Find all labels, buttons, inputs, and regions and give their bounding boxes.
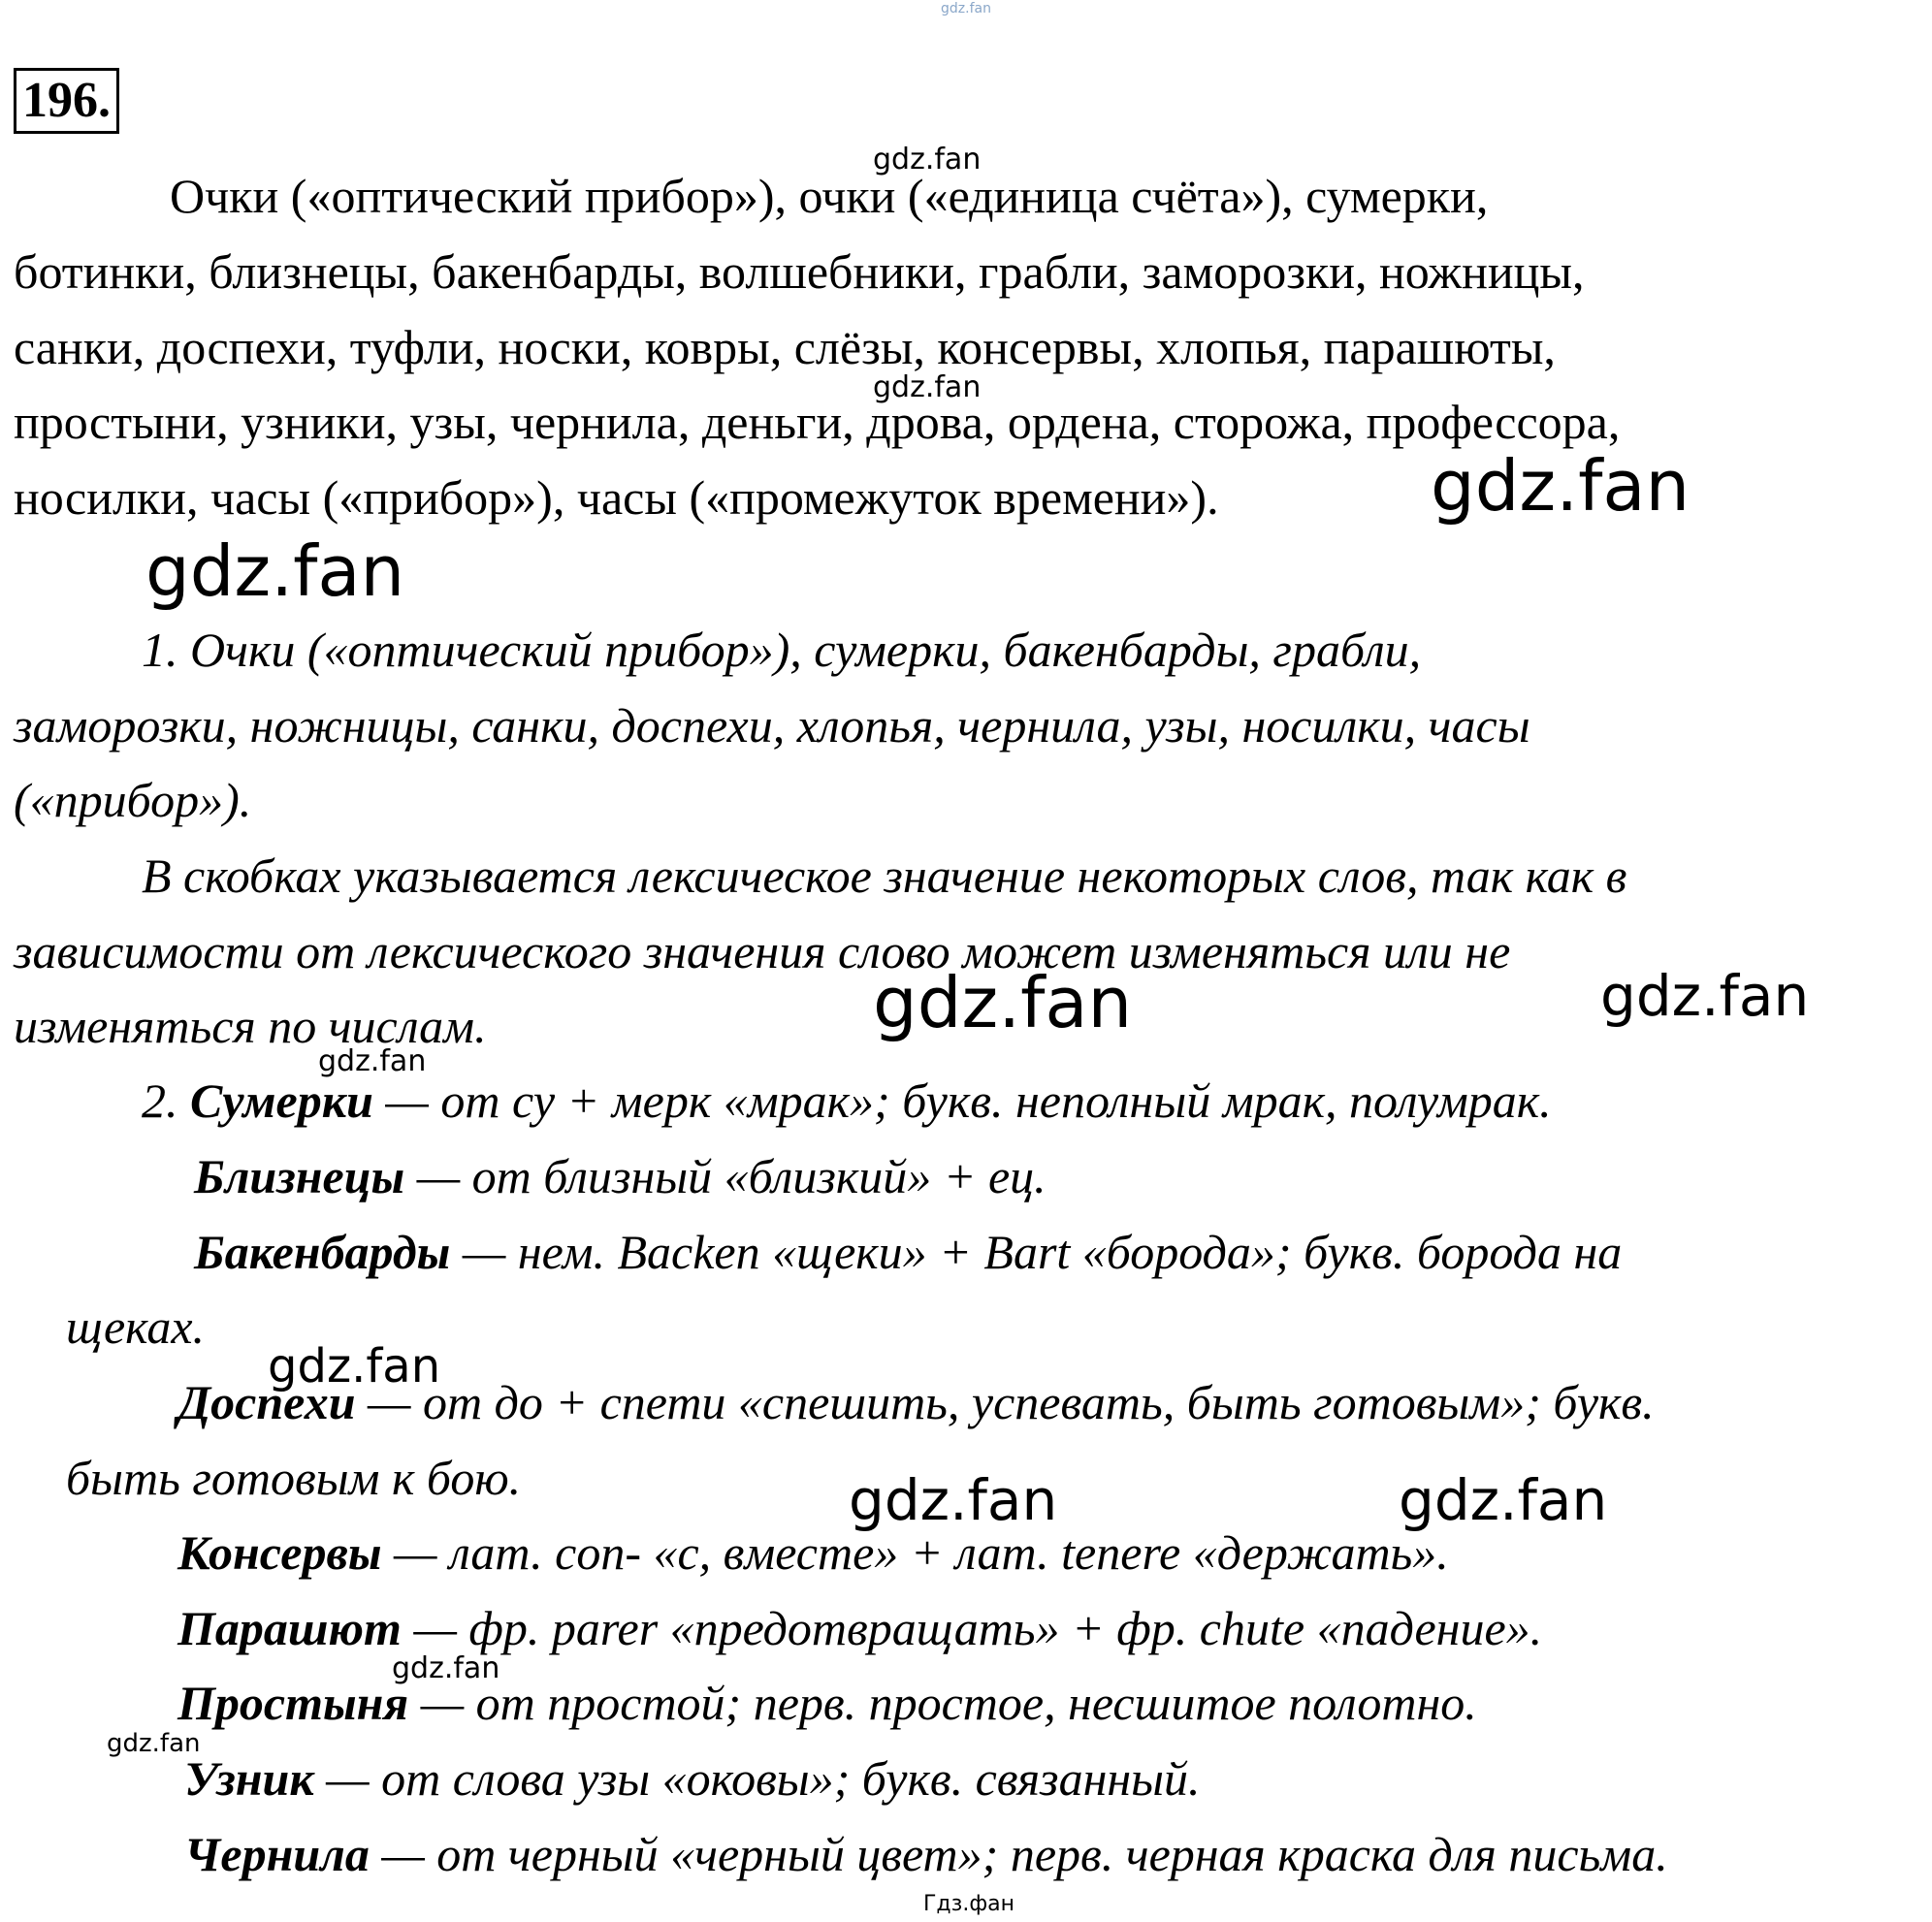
- etymology-entry: [177, 1523, 1449, 1582]
- etymology-term: Бакенбарды: [194, 1225, 451, 1279]
- list-line: санки, доспехи, туфли, носки, ковры, слёзы, консервы, хлопья, парашюты,: [14, 320, 1556, 374]
- watermark: gdz.fan: [1399, 1467, 1608, 1533]
- etymology-term: Чернила: [184, 1827, 370, 1881]
- etymology-entry: [194, 1147, 1046, 1205]
- etymology-text: — нем. Backen «щеки» + Bart «борода»; букв. борода на: [450, 1225, 1623, 1279]
- watermark: gdz.fan: [873, 143, 982, 176]
- watermark-top: gdz.fan: [941, 1, 991, 16]
- explanation-line: зависимости от лексического значения слово может изменяться или не: [14, 924, 1511, 978]
- answer1-line: («прибор»).: [14, 773, 252, 827]
- explanation-line: изменяться по числам.: [14, 999, 487, 1053]
- etymology-text: — от до + спети «спешить, успевать, быть готовым»; букв.: [355, 1375, 1655, 1429]
- etymology-continuation: щеках.: [66, 1299, 206, 1354]
- list-line: Очки («оптический прибор»), очки («единица счёта»), сумерки,: [170, 169, 1489, 223]
- etymology-entry: [177, 1674, 1477, 1732]
- list-line: носилки, часы («прибор»), часы («промежуток времени»).: [14, 470, 1219, 525]
- etymology-entry: [184, 1825, 1668, 1883]
- etymology-text: — от черный «черный цвет»; перв. черная краска для письма.: [369, 1827, 1668, 1881]
- list-line: ботинки, близнецы, бакенбарды, волшебники, грабли, заморозки, ножницы,: [14, 244, 1585, 299]
- etymology-term: Узник: [184, 1751, 314, 1806]
- watermark: gdz.fan: [268, 1339, 441, 1393]
- footer-watermark: Гдз.фан: [923, 1892, 1014, 1916]
- watermark: gdz.fan: [107, 1729, 201, 1758]
- etymology-entry: [142, 1072, 1552, 1130]
- etymology-term: Близнецы: [194, 1149, 405, 1203]
- etymology-text: — от простой; перв. простое, несшитое полотно.: [408, 1676, 1477, 1730]
- etymology-term: Парашют: [177, 1601, 402, 1655]
- explanation-line: В скобках указывается лексическое значение некоторых слов, так как в: [142, 849, 1627, 903]
- watermark: gdz.fan: [873, 370, 982, 404]
- etymology-entry: [194, 1223, 1622, 1281]
- etymology-text: — от близный «близкий» + ец.: [404, 1149, 1046, 1203]
- exercise-number: 196.: [14, 68, 119, 134]
- etymology-term: Доспехи: [177, 1375, 356, 1429]
- watermark: gdz.fan: [1431, 445, 1690, 527]
- etymology-continuation: быть готовым к бою.: [66, 1451, 522, 1505]
- etymology-text: — от слова узы «оковы»; букв. связанный.: [313, 1751, 1201, 1806]
- etymology-entry: [184, 1749, 1201, 1808]
- watermark: gdz.fan: [392, 1651, 500, 1685]
- etymology-text: — от су + мерк «мрак»; букв. неполный мрак, полумрак.: [372, 1073, 1552, 1128]
- watermark: gdz.fan: [318, 1044, 427, 1078]
- answer1-line: заморозки, ножницы, санки, доспехи, хлопья, чернила, узы, носилки, часы: [14, 698, 1530, 753]
- etymology-text: — фр. parer «предотвращать» + фр. chute «падение».: [401, 1601, 1543, 1655]
- watermark: gdz.fan: [145, 530, 405, 612]
- etymology-term: Сумерки: [190, 1073, 373, 1128]
- answer1-line: 1. Очки («оптический прибор»), сумерки, бакенбарды, грабли,: [142, 623, 1422, 677]
- etymology-prefix: 2.: [142, 1073, 190, 1128]
- etymology-text: — лат. con- «с, вместе» + лат. tenere «держать».: [381, 1525, 1449, 1580]
- etymology-term: Простыня: [177, 1676, 409, 1730]
- watermark: gdz.fan: [873, 962, 1133, 1043]
- etymology-entry: [177, 1599, 1542, 1657]
- etymology-term: Консервы: [177, 1525, 382, 1580]
- watermark: gdz.fan: [1600, 963, 1810, 1029]
- watermark: gdz.fan: [849, 1467, 1058, 1533]
- list-line: простыни, узники, узы, чернила, деньги, дрова, ордена, сторожа, профессора,: [14, 395, 1621, 449]
